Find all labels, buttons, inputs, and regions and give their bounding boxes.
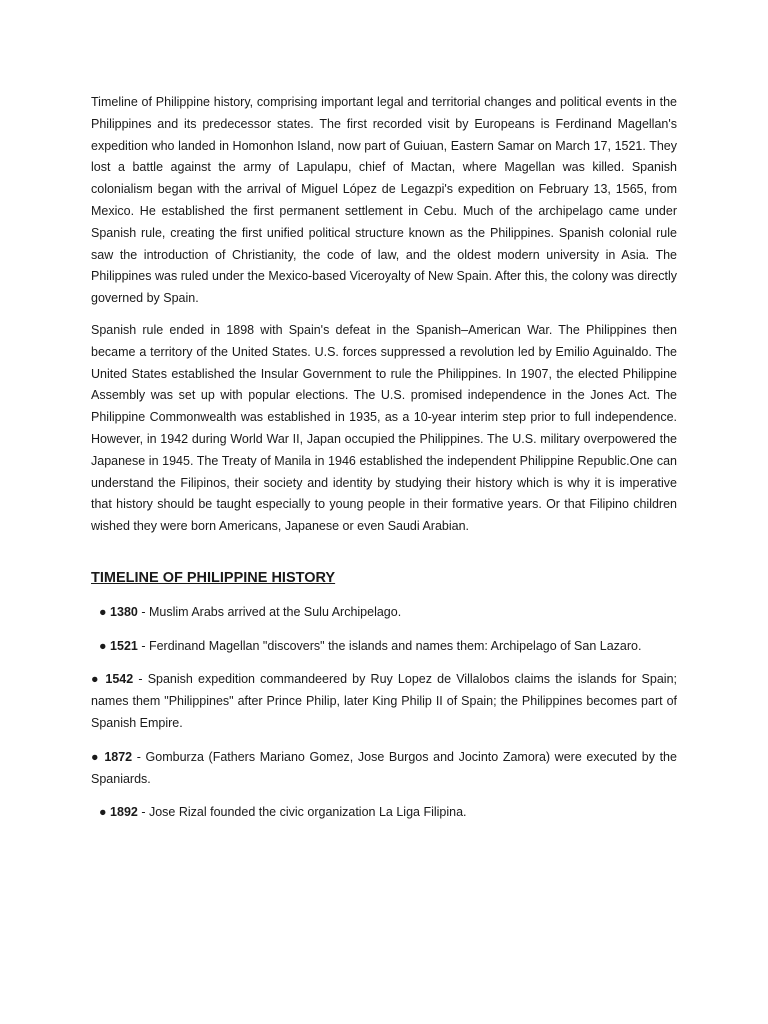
timeline-item-1521	[91, 636, 677, 658]
bullet-icon: ●	[99, 638, 107, 653]
bullet-icon: ●	[99, 805, 107, 820]
timeline-year: 1380	[110, 604, 138, 619]
timeline-item-1542	[91, 669, 677, 734]
timeline-year: 1872	[104, 749, 133, 764]
timeline-text: - Muslim Arabs arrived at the Sulu Archipelago.	[137, 604, 402, 619]
timeline-item-1380	[91, 602, 677, 624]
timeline-text: - Jose Rizal founded the civic organization La Liga Filipina.	[137, 805, 467, 820]
bullet-icon: ●	[91, 672, 101, 687]
document-page	[91, 92, 677, 836]
timeline-heading: TIMELINE OF PHILIPPINE HISTORY	[91, 569, 336, 586]
timeline-text: - Spanish expedition commandeered by Ruy Lopez de Villalobos claims the islands for Spain; names them "Philippines" after Prince Philip, later King Philip II of Spain; the Philippines becomes part of Spanish Empire.	[91, 672, 677, 730]
timeline-text: - Ferdinand Magellan "discovers" the islands and names them: Archipelago of San Lazaro.	[137, 638, 642, 653]
intro-paragraph-2: Spanish rule ended in 1898 with Spain's defeat in the Spanish–American War. The Philippines then became a territory of the United States. U.S. forces suppressed a revolution led by Emilio Aguinaldo. The United States established the Insular Government to rule the Philippines. In 1907, the elected Philippine Assembly was set up with popular elections. The U.S. promised independence in the Jones Act. The Philippine Commonwealth was established in 1935, as a 10-year interim step prior to full independence. However, in 1942 during World War II, Japan occupied the Philippines. The U.S. military overpowered the Japanese in 1945. The Treaty of Manila in 1946 established the independent Philippine Republic.One can understand the Filipinos, their society and identity by studying their history which is why it is imperative that history should be taught especially to young people in their formative years. Or that Filipino children wished they were born Americans, Japanese or even Saudi Arabian.	[91, 322, 677, 534]
timeline-year: 1521	[110, 638, 138, 653]
timeline-item-1892	[91, 802, 677, 824]
timeline-year: 1542	[105, 672, 134, 687]
intro-paragraph-1: Timeline of Philippine history, comprising important legal and territorial changes and political events in the Philippines and its predecessor states. The first recorded visit by Europeans is Ferdinand Magellan's expedition who landed in Homonhon Island, now part of Guiuan, Eastern Samar on March 17, 1521. They lost a battle against the army of Lapulapu, chief of Mactan, where Magellan was killed. Spanish colonialism began with the arrival of Miguel López de Legazpi's expedition on February 13, 1565, from Mexico. He established the first permanent settlement in Cebu. Much of the archipelago came under Spanish rule, creating the first unified political structure known as the Philippines. Spanish colonial rule saw the introduction of Christianity, the code of law, and the oldest modern university in Asia. The Philippines was ruled under the Mexico-based Viceroyalty of New Spain. After this, the colony was directly governed by Spain.	[91, 95, 677, 306]
bullet-icon: ●	[99, 604, 107, 619]
timeline-item-1872	[91, 747, 677, 791]
bullet-icon: ●	[91, 749, 100, 764]
timeline-year: 1892	[110, 805, 138, 820]
timeline-text: - Gomburza (Fathers Mariano Gomez, Jose Burgos and Jocinto Zamora) were executed by the Spaniards.	[91, 749, 677, 786]
